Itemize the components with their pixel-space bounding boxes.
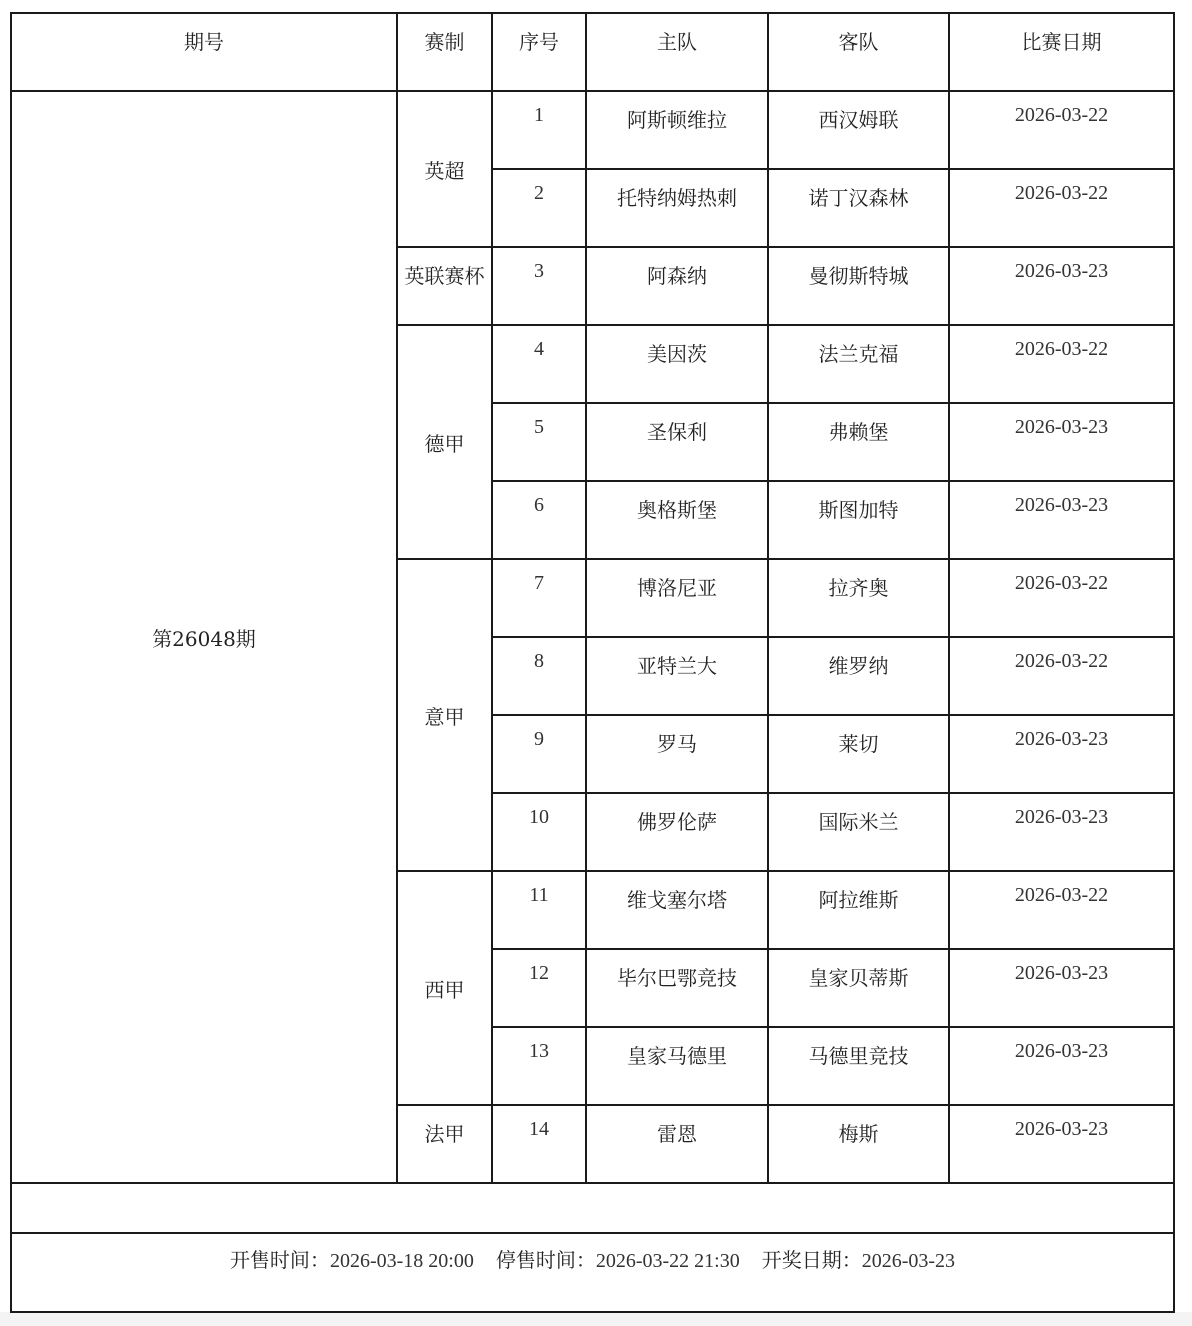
home-team: 托特纳姆热刺	[586, 169, 768, 247]
issue-number: 第26048期	[11, 91, 397, 1183]
sale-start-value: 2026-03-18 20:00	[329, 1250, 474, 1272]
match-date: 2026-03-22	[949, 91, 1174, 169]
match-date: 2026-03-23	[949, 403, 1174, 481]
away-team: 法兰克福	[768, 325, 949, 403]
match-no: 7	[492, 559, 586, 637]
match-no: 12	[492, 949, 586, 1027]
match-date: 2026-03-22	[949, 871, 1174, 949]
match-date: 2026-03-23	[949, 715, 1174, 793]
match-no: 14	[492, 1105, 586, 1183]
away-team: 莱切	[768, 715, 949, 793]
home-team: 博洛尼亚	[586, 559, 768, 637]
sale-start-label: 开售时间：	[229, 1248, 330, 1272]
match-no: 4	[492, 325, 586, 403]
sale-stop-label: 停售时间：	[495, 1248, 596, 1272]
sale-info	[11, 1233, 1174, 1312]
away-team: 曼彻斯特城	[768, 247, 949, 325]
home-team: 美因茨	[586, 325, 768, 403]
page-bottom-strip	[0, 1312, 1192, 1326]
home-team: 阿森纳	[586, 247, 768, 325]
home-team: 圣保利	[586, 403, 768, 481]
header-away: 客队	[768, 13, 949, 91]
match-date: 2026-03-23	[949, 949, 1174, 1027]
match-schedule-table	[10, 12, 1175, 1313]
match-no: 5	[492, 403, 586, 481]
home-team: 亚特兰大	[586, 637, 768, 715]
competition-cell: 英超	[397, 91, 492, 247]
match-no: 13	[492, 1027, 586, 1105]
away-team: 弗赖堡	[768, 403, 949, 481]
match-date: 2026-03-23	[949, 1027, 1174, 1105]
home-team: 阿斯顿维拉	[586, 91, 768, 169]
match-date: 2026-03-22	[949, 559, 1174, 637]
home-team: 皇家马德里	[586, 1027, 768, 1105]
header-row	[11, 13, 1174, 91]
blank-cell	[11, 1183, 1174, 1233]
match-no: 2	[492, 169, 586, 247]
match-no: 10	[492, 793, 586, 871]
match-no: 3	[492, 247, 586, 325]
away-team: 国际米兰	[768, 793, 949, 871]
blank-row	[11, 1183, 1174, 1233]
home-team: 维戈塞尔塔	[586, 871, 768, 949]
match-no: 8	[492, 637, 586, 715]
home-team: 佛罗伦萨	[586, 793, 768, 871]
home-team: 毕尔巴鄂竞技	[586, 949, 768, 1027]
home-team: 罗马	[586, 715, 768, 793]
away-team: 维罗纳	[768, 637, 949, 715]
away-team: 梅斯	[768, 1105, 949, 1183]
competition-cell: 法甲	[397, 1105, 492, 1183]
header-issue: 期号	[11, 13, 397, 91]
header-home: 主队	[586, 13, 768, 91]
header-date: 比赛日期	[949, 13, 1174, 91]
match-date: 2026-03-22	[949, 637, 1174, 715]
match-no: 11	[492, 871, 586, 949]
competition-cell: 德甲	[397, 325, 492, 559]
away-team: 阿拉维斯	[768, 871, 949, 949]
footer-row	[11, 1233, 1174, 1312]
away-team: 拉齐奥	[768, 559, 949, 637]
draw-date-value: 2026-03-23	[861, 1250, 956, 1272]
match-date: 2026-03-23	[949, 793, 1174, 871]
match-no: 1	[492, 91, 586, 169]
table-row	[11, 91, 1174, 169]
competition-cell: 英联赛杯	[397, 247, 492, 325]
draw-date-label: 开奖日期：	[761, 1248, 862, 1272]
away-team: 斯图加特	[768, 481, 949, 559]
match-no: 9	[492, 715, 586, 793]
header-no: 序号	[492, 13, 586, 91]
competition-cell: 意甲	[397, 559, 492, 871]
competition-cell: 西甲	[397, 871, 492, 1105]
away-team: 诺丁汉森林	[768, 169, 949, 247]
sale-stop-value: 2026-03-22 21:30	[595, 1250, 740, 1272]
home-team: 奥格斯堡	[586, 481, 768, 559]
match-date: 2026-03-22	[949, 325, 1174, 403]
header-competition: 赛制	[397, 13, 492, 91]
away-team: 西汉姆联	[768, 91, 949, 169]
match-date: 2026-03-22	[949, 169, 1174, 247]
away-team: 皇家贝蒂斯	[768, 949, 949, 1027]
match-date: 2026-03-23	[949, 247, 1174, 325]
home-team: 雷恩	[586, 1105, 768, 1183]
match-date: 2026-03-23	[949, 1105, 1174, 1183]
away-team: 马德里竞技	[768, 1027, 949, 1105]
match-date: 2026-03-23	[949, 481, 1174, 559]
match-no: 6	[492, 481, 586, 559]
